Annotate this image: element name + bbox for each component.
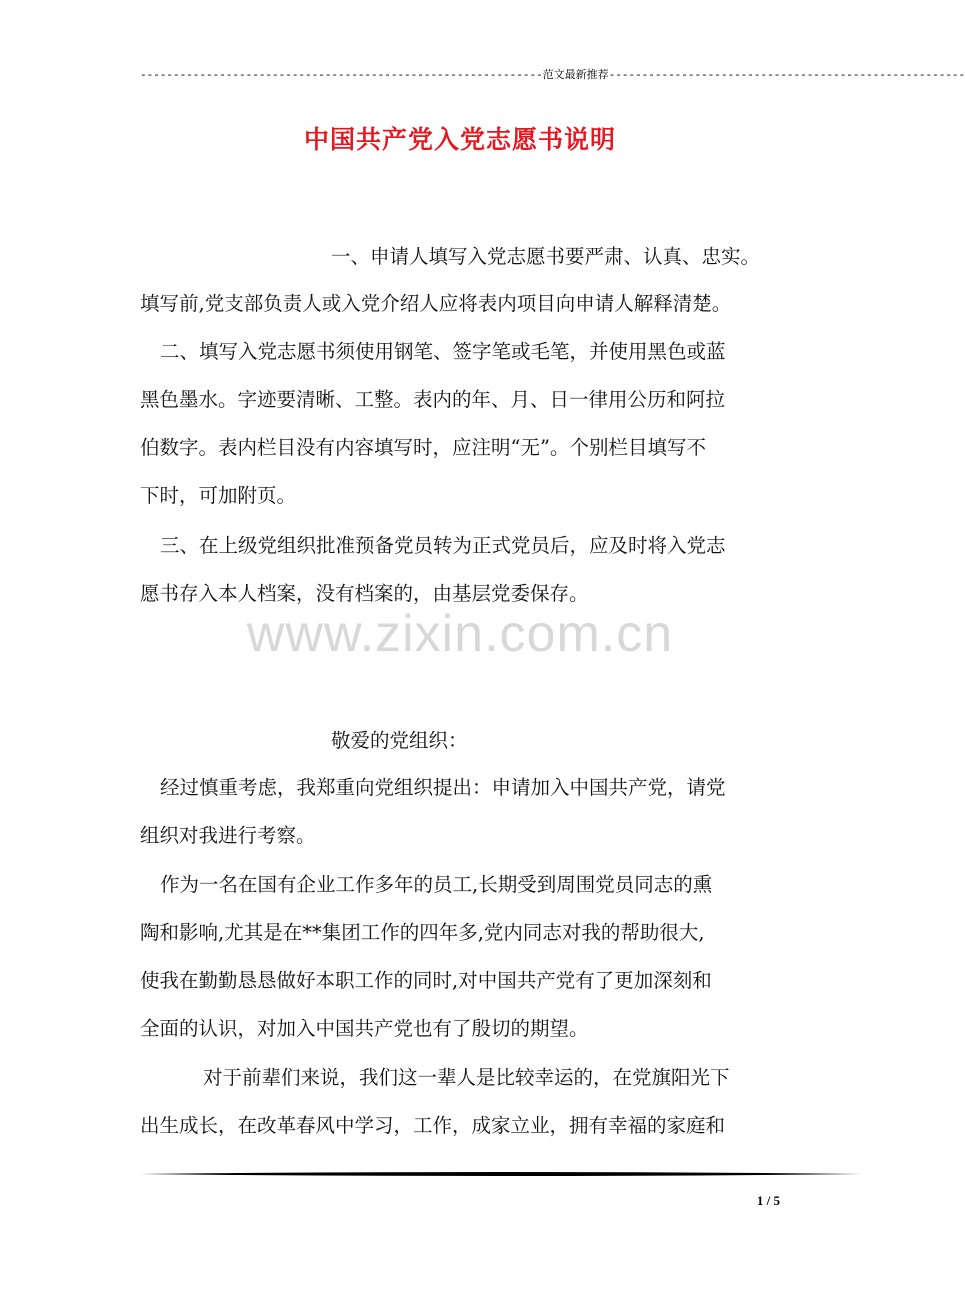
footer-rule-stroke	[140, 1172, 862, 1176]
header-banner: -------------------------------------------------------------范文最新推荐------------------------------------------------------	[140, 70, 965, 82]
letter-line-2: 组织对我进行考察。	[140, 824, 316, 847]
document-title: 中国共产党入党志愿书说明	[303, 125, 616, 154]
letter-line-4: 陶和影响,尤其是在**集团工作的四年多,党内同志对我的帮助很大,	[140, 921, 705, 944]
instruction-line-1: 一、申请人填写入党志愿书要严肃、认真、忠实。	[331, 245, 761, 268]
instruction-line-4: 黑色墨水。字迹要清晰、工整。表内的年、月、日一律用公历和阿拉	[140, 388, 726, 411]
instruction-line-7: 三、在上级党组织批准预备党员转为正式党员后，应及时将入党志	[160, 534, 726, 557]
instruction-line-3: 二、填写入党志愿书须使用钢笔、签字笔或毛笔，并使用黑色或蓝	[160, 340, 726, 363]
letter-salutation: 敬爱的党组织：	[331, 729, 468, 752]
letter-line-1: 经过慎重考虑，我郑重向党组织提出：申请加入中国共产党，请党	[160, 776, 726, 799]
watermark: www.zixin.com.cn	[246, 605, 674, 663]
instruction-line-2: 填写前,党支部负责人或入党介绍人应将表内项目向申请人解释清楚。	[140, 292, 732, 315]
instruction-line-6: 下时，可加附页。	[140, 484, 297, 507]
letter-line-3: 作为一名在国有企业工作多年的员工,长期受到周围党员同志的熏	[160, 873, 713, 896]
instruction-line-5: 伯数字。表内栏目没有内容填写时，应注明“无”。个别栏目填写不	[140, 436, 706, 459]
footer-rule	[140, 1170, 862, 1178]
page-number: 1 / 5	[756, 1193, 780, 1208]
letter-line-8: 出生成长，在改革春风中学习，工作，成家立业，拥有幸福的家庭和	[140, 1114, 726, 1137]
letter-line-7: 对于前辈们来说，我们这一辈人是比较幸运的，在党旗阳光下	[203, 1066, 730, 1089]
letter-line-5: 使我在勤勤恳恳做好本职工作的同时,对中国共产党有了更加深刻和	[140, 969, 712, 992]
letter-line-6: 全面的认识，对加入中国共产党也有了殷切的期望。	[140, 1017, 589, 1040]
instruction-line-8: 愿书存入本人档案，没有档案的，由基层党委保存。	[140, 582, 589, 605]
